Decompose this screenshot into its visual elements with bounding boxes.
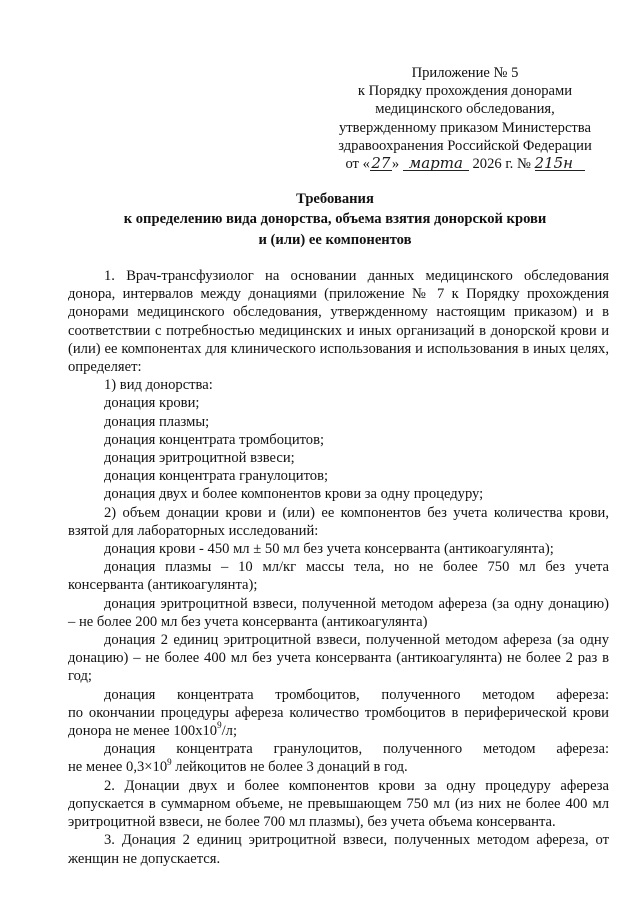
date-prefix: от « [345, 156, 370, 173]
platelets-text: по окончании процедуры афереза количество тромбоцитов в периферической крови донора не менее 100х10 [68, 704, 609, 740]
order-date-line [320, 155, 610, 173]
item-1-platelets: донация концентрата тромбоцитов; [104, 431, 325, 448]
appendix-ref-line-5: здравоохранения Российской Федерации [338, 137, 592, 154]
platelets-exponent: 9 [217, 720, 222, 731]
item-1-plasma: донация плазмы; [104, 413, 210, 430]
document-title [60, 189, 610, 250]
item-2-heading: 2) объем донации крови и (или) ее компонентов без учета количества крови, взятой для лабораторных исследований: [68, 504, 609, 539]
item-2-granulocytes-head: донация концентрата гранулоцитов, полученного методом афереза: [104, 741, 609, 758]
appendix-header [320, 64, 610, 173]
granulocytes-text: не менее 0,3×10 [68, 759, 168, 776]
title-line-3: и (или) ее компонентов [258, 231, 412, 248]
granulocytes-exponent: 9 [167, 756, 172, 767]
item-2-platelets-head: донация концентрата тромбоцитов, полученного методом афереза: [104, 686, 609, 703]
date-mid: » [391, 156, 400, 173]
date-year: 2026 г. № [468, 156, 535, 173]
title-line-2: к определению вида донорства, объема взятия донорской крови [123, 211, 547, 228]
appendix-number: Приложение № 5 [411, 65, 519, 81]
item-1-blood: донация крови; [104, 395, 200, 412]
title-line-1: Требования [296, 191, 374, 207]
item-2-platelets-tail [68, 704, 609, 740]
item-2-granulocytes-tail [68, 758, 609, 776]
item-2-plasma: донация плазмы – 10 мл/кг массы тела, но не более 750 мл без учета консерванта (антикоагулянта); [68, 559, 609, 594]
appendix-ref-line-4: утвержденному приказом Министерства [339, 119, 591, 136]
item-1-granulocytes: донация концентрата гранулоцитов; [104, 468, 329, 485]
item-1-heading: 1) вид донорства: [104, 377, 213, 394]
paragraph-1: 1. Врач-трансфузиолог на основании данных медицинского обследования донора, интервалов между донациями (приложение № 7 к Порядку прохождения донорами медицинского обследования, утвержденному настоящим приказом) и в соответствии с потребностью медицинских и иных организаций в донорской крови и (или) ее компонентах для клинического использования и использования в иных целях, определяет: [68, 268, 609, 376]
item-1-multi-component: донация двух и более компонентов крови за одну процедуру; [104, 486, 484, 503]
item-2-blood: донация крови - 450 мл ± 50 мл без учета консерванта (антикоагулянта); [104, 541, 554, 558]
granulocytes-rest: лейкоцитов не более 3 донаций в год. [171, 759, 408, 776]
paragraph-3: 3. Донация 2 единиц эритроцитной взвеси, полученных методом афереза, от женщин не допускается. [68, 832, 609, 867]
document-body [68, 267, 609, 868]
appendix-ref-line-3: медицинского обследования, [375, 101, 555, 118]
item-1-erythrocytes: донация эритроцитной взвеси; [104, 450, 295, 467]
handwritten-order-number: 215н [535, 156, 585, 171]
handwritten-day: 27 [371, 154, 391, 173]
item-2-erythrocytes: донация эритроцитной взвеси, полученной методом афереза (за одну донацию) – не более 200 мл без учета консерванта (антикоагулянта) [68, 595, 609, 630]
item-2-double-erythrocytes: донация 2 единиц эритроцитной взвеси, полученной методом афереза (за одну донацию) – не более 400 мл без учета консерванта (антикоагулянта) не более 2 раз в год; [68, 632, 609, 685]
handwritten-month: марта [403, 156, 469, 171]
platelets-unit: /л; [221, 723, 238, 740]
paragraph-2: 2. Донации двух и более компонентов крови за одну процедуру афереза допускается в суммарном объеме, не превышающем 750 мл (из них не более 400 мл эритроцитной взвеси, не более 700 мл плазмы), без учета объема консерванта. [68, 777, 609, 831]
appendix-ref-line-2: к Порядку прохождения донорами [357, 83, 573, 100]
